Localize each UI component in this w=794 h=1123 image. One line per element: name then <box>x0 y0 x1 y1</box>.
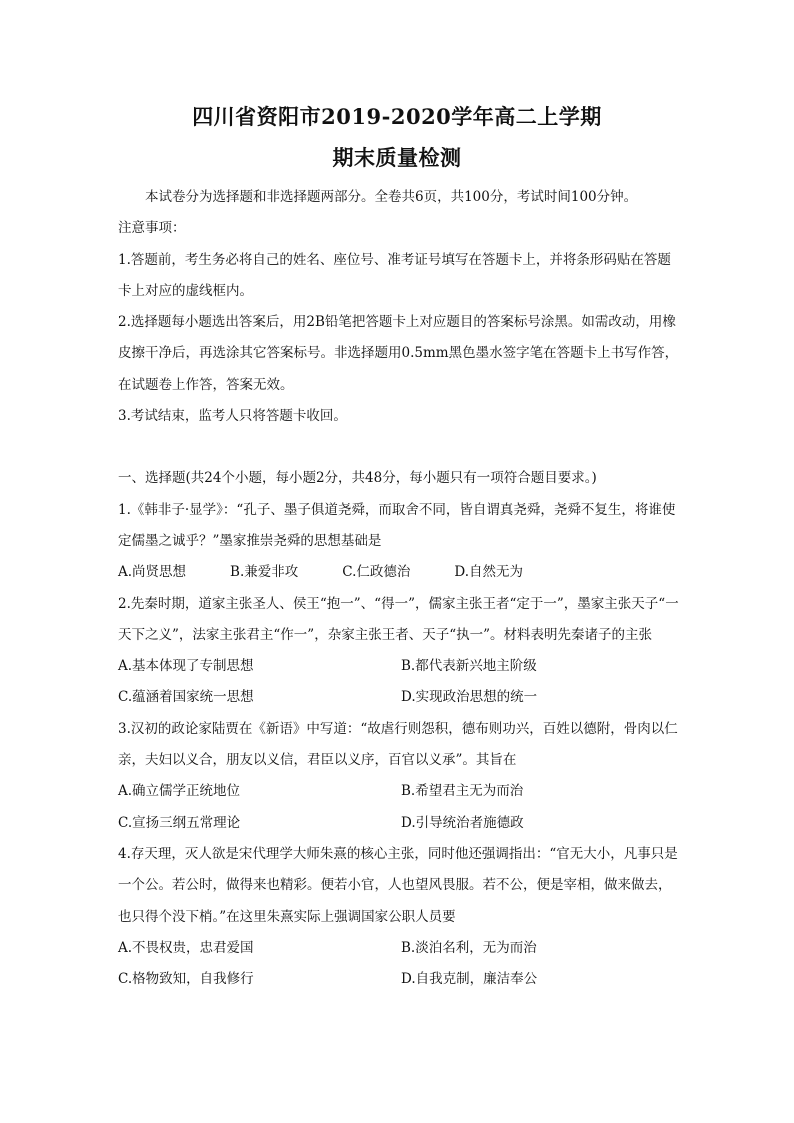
option-c: C.格物致知，自我修行 <box>118 971 254 988</box>
option-c: C.蕴涵着国家统一思想 <box>118 689 254 706</box>
option-d: D.实现政治思想的统一 <box>401 689 538 706</box>
exam-subtitle: 期末质量检测 <box>332 145 462 170</box>
question-options <box>118 682 684 713</box>
question-stem: 1.《韩非子·显学》：“孔子、墨子俱道尧舜，而取舍不同，皆自谓真尧舜，尧舜不复生，将谁使定儒墨之诚乎？”墨家推崇尧舜的思想基础是 <box>118 501 676 549</box>
question-stem: 4.存天理，灭人欲是宋代理学大师朱熹的核心主张，同时他还强调指出：“官无大小，凡事只是一个公。若公时，做得来也精彩。便若小官，人也望风畏服。若不公，便是宰相，做来做去，也只得个没下梢。”在这里朱熹实际上强调国家公职人员要 <box>118 845 678 925</box>
note-item: 3.考试结束，监考人只将答题卡收回。 <box>118 408 347 425</box>
option-c: C.仁政德治 <box>342 564 411 581</box>
option-a: A.基本体现了专制思想 <box>118 658 254 675</box>
option-d: D.引导统治者施德政 <box>401 814 524 831</box>
question-options <box>118 776 684 807</box>
option-d: D.自我克制，廉洁奉公 <box>401 971 538 988</box>
question-options <box>118 964 684 995</box>
option-d: D.自然无为 <box>454 564 524 581</box>
section-gap <box>118 432 684 463</box>
option-a: A.确立儒学正统地位 <box>118 783 241 800</box>
option-b: B.希望君主无为而治 <box>401 783 524 800</box>
option-a: A.尚贤思想 <box>118 564 187 581</box>
question-stem: 2.先秦时期，道家主张圣人、侯王“抱一”、“得一”，儒家主张王者“定于一”，墨家主张天子“一天下之义”，法家主张君主“作一”，杂家主张王者、天子“执一”。材料表明先秦诸子的主张 <box>118 595 679 643</box>
question-options <box>118 808 684 839</box>
option-b: B.淡泊名利，无为而治 <box>401 939 537 956</box>
notes-heading: 注意事项： <box>118 220 186 237</box>
option-a: A.不畏权贵，忠君爱国 <box>118 939 254 956</box>
option-b: B.都代表新兴地主阶级 <box>401 658 537 675</box>
exam-content <box>118 182 684 995</box>
exam-intro: 本试卷分为选择题和非选择题两部分。全卷共6页，共100分，考试时间100分钟。 <box>145 189 638 205</box>
section-heading: 一、选择题(共24个小题，每小题2分，共48分，每小题只有一项符合题目要求。) <box>118 470 597 487</box>
option-b: B.兼爱非攻 <box>230 564 299 581</box>
question-options <box>118 557 684 588</box>
question-options <box>118 651 684 682</box>
note-item: 2.选择题每小题选出答案后，用2B铅笔把答题卡上对应题目的答案标号涂黑。如需改动，用橡皮擦干净后，再选涂其它答案标号。非选择题用0.5mm黑色墨水签字笔在答题卡上书写作答，在试题卷上作答，答案无效。 <box>118 314 679 393</box>
note-item: 1.答题前，考生务必将自己的姓名、座位号、准考证号填写在答题卡上，并将条形码贴在答题卡上对应的虚线框内。 <box>118 251 671 299</box>
question-stem: 3.汉初的政论家陆贾在《新语》中写道：“故虐行则怨积，德布则功兴，百姓以德附，骨肉以仁亲，夫妇以义合，朋友以义信，君臣以义序，百官以义承”。其旨在 <box>118 720 678 769</box>
exam-title: 四川省资阳市2019-2020学年高二上学期 <box>192 104 602 129</box>
option-c: C.宣扬三纲五常理论 <box>118 814 241 831</box>
question-options <box>118 933 684 964</box>
